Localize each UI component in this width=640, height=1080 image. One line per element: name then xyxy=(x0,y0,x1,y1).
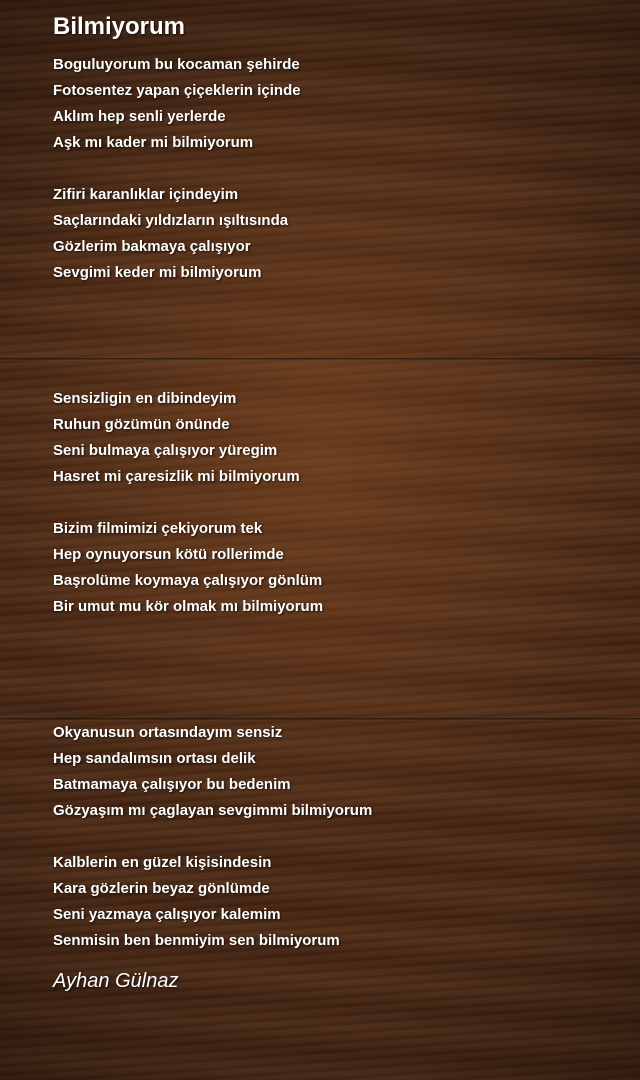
poem-line: Aklım hep senli yerlerde xyxy=(53,108,226,125)
poem-line: Zifiri karanlıklar içindeyim xyxy=(53,186,239,203)
poem-line: Sensizligin en dibindeyim xyxy=(53,390,237,407)
poem-line: Ruhun gözümün önünde xyxy=(53,416,230,433)
poem-line: Gözyaşım mı çaglayan sevgimmi bilmiyorum xyxy=(53,802,373,819)
poem-author: Ayhan Gülnaz xyxy=(53,970,179,992)
poem-line: Aşk mı kader mi bilmiyorum xyxy=(53,134,254,151)
poem-line: Bir umut mu kör olmak mı bilmiyorum xyxy=(53,598,324,615)
stanza-2 xyxy=(53,182,623,286)
poem-line: Hasret mi çaresizlik mi bilmiyorum xyxy=(53,468,300,485)
poem-line: Hep oynuyorsun kötü rollerimde xyxy=(53,546,284,563)
poem-line: Bizim filmimizi çekiyorum tek xyxy=(53,520,263,537)
stanza-6 xyxy=(53,850,623,954)
poem-line: Senmisin ben benmiyim sen bilmiyorum xyxy=(53,932,340,949)
poem-line: Saçlarındaki yıldızların ışıltısında xyxy=(53,212,289,229)
stanza-4 xyxy=(53,516,623,620)
poem-line: Kara gözlerin beyaz gönlümde xyxy=(53,880,270,897)
stanza-1 xyxy=(53,52,623,156)
poem-line: Başrolüme koymaya çalışıyor gönlüm xyxy=(53,572,323,589)
stanza-3 xyxy=(53,386,623,490)
stanza-5 xyxy=(53,720,623,824)
poem-line: Seni yazmaya çalışıyor kalemim xyxy=(53,906,281,923)
poem-line: Okyanusun ortasındayım sensiz xyxy=(53,724,283,741)
poem-line: Batmamaya çalışıyor bu bedenim xyxy=(53,776,291,793)
poem-line: Gözlerim bakmaya çalışıyor xyxy=(53,238,251,255)
poem-line: Kalblerin en güzel kişisindesin xyxy=(53,854,272,871)
poem-title: Bilmiyorum xyxy=(53,13,186,40)
poem-body xyxy=(53,12,623,994)
poem-line: Fotosentez yapan çiçeklerin içinde xyxy=(53,82,301,99)
poem-line: Seni bulmaya çalışıyor yüregim xyxy=(53,442,278,459)
poem-line: Sevgimi keder mi bilmiyorum xyxy=(53,264,262,281)
poem-line: Hep sandalımsın ortası delik xyxy=(53,750,256,767)
poem-line: Boguluyorum bu kocaman şehirde xyxy=(53,56,300,73)
